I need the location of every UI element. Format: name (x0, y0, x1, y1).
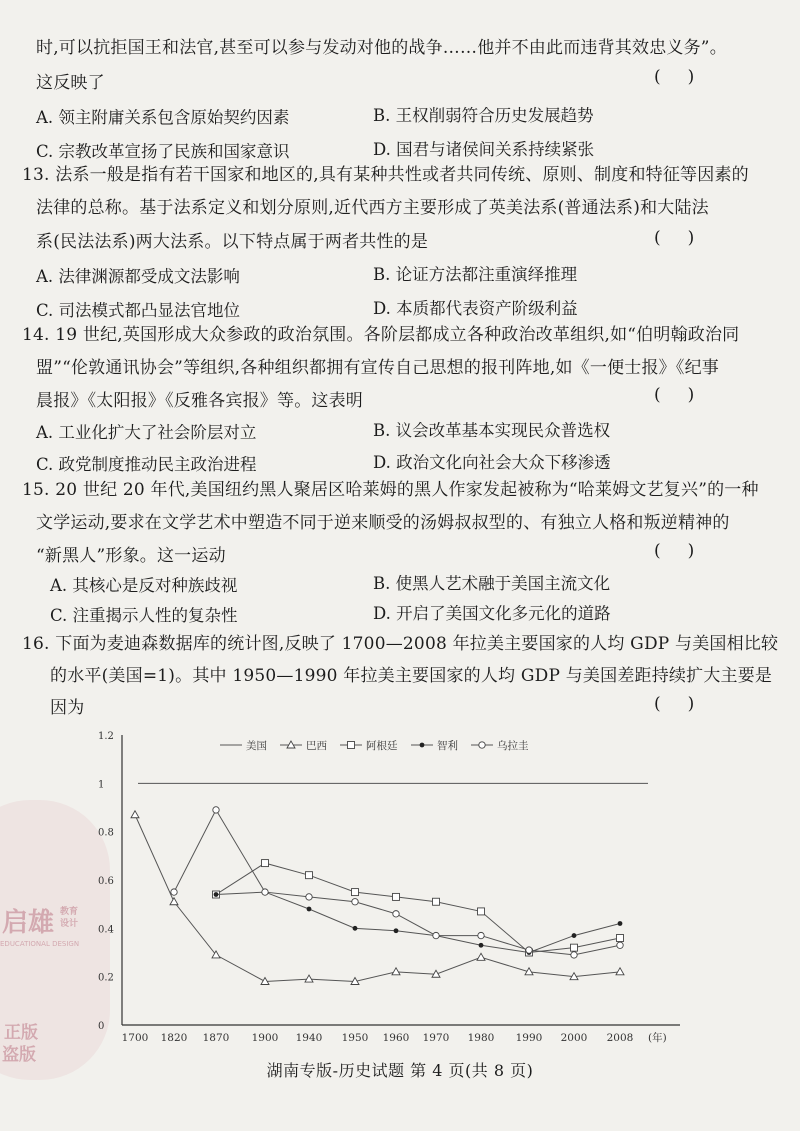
x-tick-label: 2000 (560, 1032, 588, 1044)
series-3-point (307, 907, 312, 912)
q14-text-line1: 14. 19 世纪,英国形成大众参政的政治氛围。各阶层都成立各种政治改革组织,如“伯明翰政治同 (22, 325, 740, 345)
x-tick-label: 1980 (467, 1032, 495, 1044)
series-4-point (352, 899, 358, 905)
q12-text-line2: 这反映了 (36, 73, 105, 93)
series-3-point (572, 933, 577, 938)
q14-option-a: A. 工业化扩大了社会阶层对立 (36, 423, 257, 442)
x-tick-label: 1950 (341, 1032, 369, 1044)
legend-label-2: 阿根廷 (366, 740, 398, 752)
q14-text-line3: 晨报》《太阳报》《反雅各宾报》等。这表明 (36, 391, 363, 411)
q13-text-line2: 法律的总称。基于法系定义和划分原则,近代西方主要形成了英美法系(普通法系)和大陆法 (36, 198, 709, 218)
series-2-point (262, 860, 269, 867)
legend-label-4: 乌拉圭 (497, 740, 529, 752)
x-tick-label: 2008 (606, 1032, 634, 1044)
q16-answer-paren: ( ) (654, 694, 695, 714)
series-line-2 (216, 863, 620, 952)
legend-label-3: 智利 (437, 740, 458, 752)
q15-option-c: C. 注重揭示人性的复杂性 (50, 606, 238, 625)
series-2-point (433, 898, 440, 905)
legend-label-0: 美国 (246, 740, 267, 752)
series-1-point (616, 968, 624, 975)
q13-option-c: C. 司法模式都凸显法官地位 (36, 301, 241, 320)
x-tick-label: 1960 (382, 1032, 410, 1044)
q16-text-line2: 的水平(美国=1)。其中 1950—1990 年拉美主要国家的人均 GDP 与美国差距持续扩大主要是 (50, 666, 773, 686)
watermark-tag1: 正版 (4, 1023, 38, 1043)
series-4-point (171, 889, 177, 895)
q13-option-a: A. 法律渊源都受成文法影响 (36, 267, 240, 286)
q15-text-line3: “新黑人”形象。这一运动 (36, 546, 226, 566)
q13-answer-paren: ( ) (654, 228, 695, 248)
series-1-point (392, 968, 400, 975)
q13-text-line3: 系(民法法系)两大法系。以下特点属于两者共性的是 (36, 232, 429, 252)
x-tick-label: 1970 (422, 1032, 450, 1044)
q12-option-d: D. 国君与诸侯间关系持续紧张 (373, 140, 595, 159)
y-tick-label: 0.2 (98, 972, 114, 984)
q15-option-d: D. 开启了美国文化多元化的道路 (373, 604, 611, 623)
series-2-point (306, 872, 313, 879)
q13-option-b: B. 论证方法都注重演绎推理 (373, 265, 578, 284)
q12-option-a: A. 领主附庸关系包含原始契约因素 (36, 108, 290, 127)
q12-answer-paren: ( ) (654, 67, 695, 87)
series-line-1 (135, 815, 620, 982)
y-tick-label: 1 (98, 779, 105, 791)
watermark-sub1: 教育 (60, 907, 79, 917)
q12-option-b: B. 王权削弱符合历史发展趋势 (373, 106, 594, 125)
q13-option-d: D. 本质都代表资产阶级利益 (373, 299, 578, 318)
q12-option-c: C. 宗教改革宣扬了民族和国家意识 (36, 142, 290, 161)
q15-text-line2: 文学运动,要求在文学艺术中塑造不同于逆来顺受的汤姆叔叔型的、有独立人格和叛逆精神的 (36, 513, 730, 533)
series-2-point (571, 944, 578, 951)
q13-text-line1: 13. 法系一般是指有若干国家和地区的,具有某种共性或者共同传统、原则、制度和特征等因素的 (22, 165, 749, 185)
legend-label-1: 巴西 (306, 740, 327, 752)
q15-option-b: B. 使黑人艺术融于美国主流文化 (373, 574, 611, 593)
series-1-point (131, 811, 139, 818)
q16-text-line3: 因为 (50, 698, 85, 718)
series-4-point (393, 911, 399, 917)
y-tick-label: 0.6 (98, 876, 114, 887)
legend-marker-4 (479, 742, 485, 748)
x-tick-label: 1820 (160, 1032, 188, 1044)
series-2-point (617, 935, 624, 942)
q15-answer-paren: ( ) (654, 541, 695, 561)
watermark-tag2: 盗版 (2, 1045, 36, 1065)
legend-marker-3 (420, 743, 425, 748)
watermark-brand: 启雄 (2, 908, 55, 938)
series-3-point (479, 943, 484, 948)
series-3-point (214, 892, 219, 897)
series-1-point (477, 953, 485, 960)
legend-marker-2 (348, 742, 355, 749)
page-footer: 湖南专版-历史试题 第 4 页(共 8 页) (266, 1061, 534, 1080)
series-2-point (352, 889, 359, 896)
series-4-point (478, 932, 484, 938)
q14-answer-paren: ( ) (654, 385, 695, 405)
series-line-3 (216, 892, 620, 952)
series-2-point (393, 893, 400, 900)
q12-text-line1: 时,可以抗拒国王和法官,甚至可以参与发动对他的战争……他并不由此而违背其效忠义务”。 (36, 38, 727, 58)
q16-text-line1: 16. 下面为麦迪森数据库的统计图,反映了 1700—2008 年拉美主要国家的人均 GDP 与美国相比较 (22, 634, 779, 654)
watermark-sub3: EDUCATIONAL DESIGN (0, 940, 80, 948)
y-tick-label: 0 (98, 1021, 105, 1032)
series-3-point (394, 928, 399, 933)
gdp-ratio-line-chart (80, 725, 700, 1050)
x-tick-label: 1700 (121, 1032, 149, 1044)
q14-text-line2: 盟”“伦敦通讯协会”等组织,各种组织都拥有宣传自己思想的报刊阵地,如《一便士报》《纪事 (36, 358, 719, 378)
q14-option-d: D. 政治文化向社会大众下移渗透 (373, 453, 611, 472)
x-tick-label: 1990 (515, 1032, 543, 1044)
series-1-point (170, 898, 178, 905)
q14-option-b: B. 议会改革基本实现民众普选权 (373, 421, 611, 440)
x-tick-label: 1870 (202, 1032, 230, 1044)
series-1-point (305, 975, 313, 982)
x-tick-label: 1940 (295, 1032, 323, 1044)
series-line-4 (174, 810, 620, 955)
x-axis-label: (年) (648, 1032, 667, 1044)
y-tick-label: 0.8 (98, 827, 114, 839)
y-tick-label: 0.4 (98, 924, 114, 936)
q15-text-line1: 15. 20 世纪 20 年代,美国纽约黑人聚居区哈莱姆的黑人作家发起被称为“哈莱姆文艺复兴”的一种 (22, 480, 759, 500)
x-tick-label: 1900 (251, 1032, 279, 1044)
series-3-point (618, 921, 623, 926)
series-4-point (262, 889, 268, 895)
y-tick-label: 1.2 (98, 731, 114, 742)
series-3-point (353, 926, 358, 931)
series-4-point (571, 952, 577, 958)
series-4-point (617, 942, 623, 948)
watermark-sub2: 设计 (60, 919, 79, 929)
q15-option-a: A. 其核心是反对种族歧视 (50, 576, 238, 595)
q14-option-c: C. 政党制度推动民主政治进程 (36, 455, 257, 474)
series-4-point (433, 932, 439, 938)
series-4-point (213, 807, 219, 813)
series-2-point (478, 908, 485, 915)
series-4-point (306, 894, 312, 900)
series-4-point (526, 947, 532, 953)
